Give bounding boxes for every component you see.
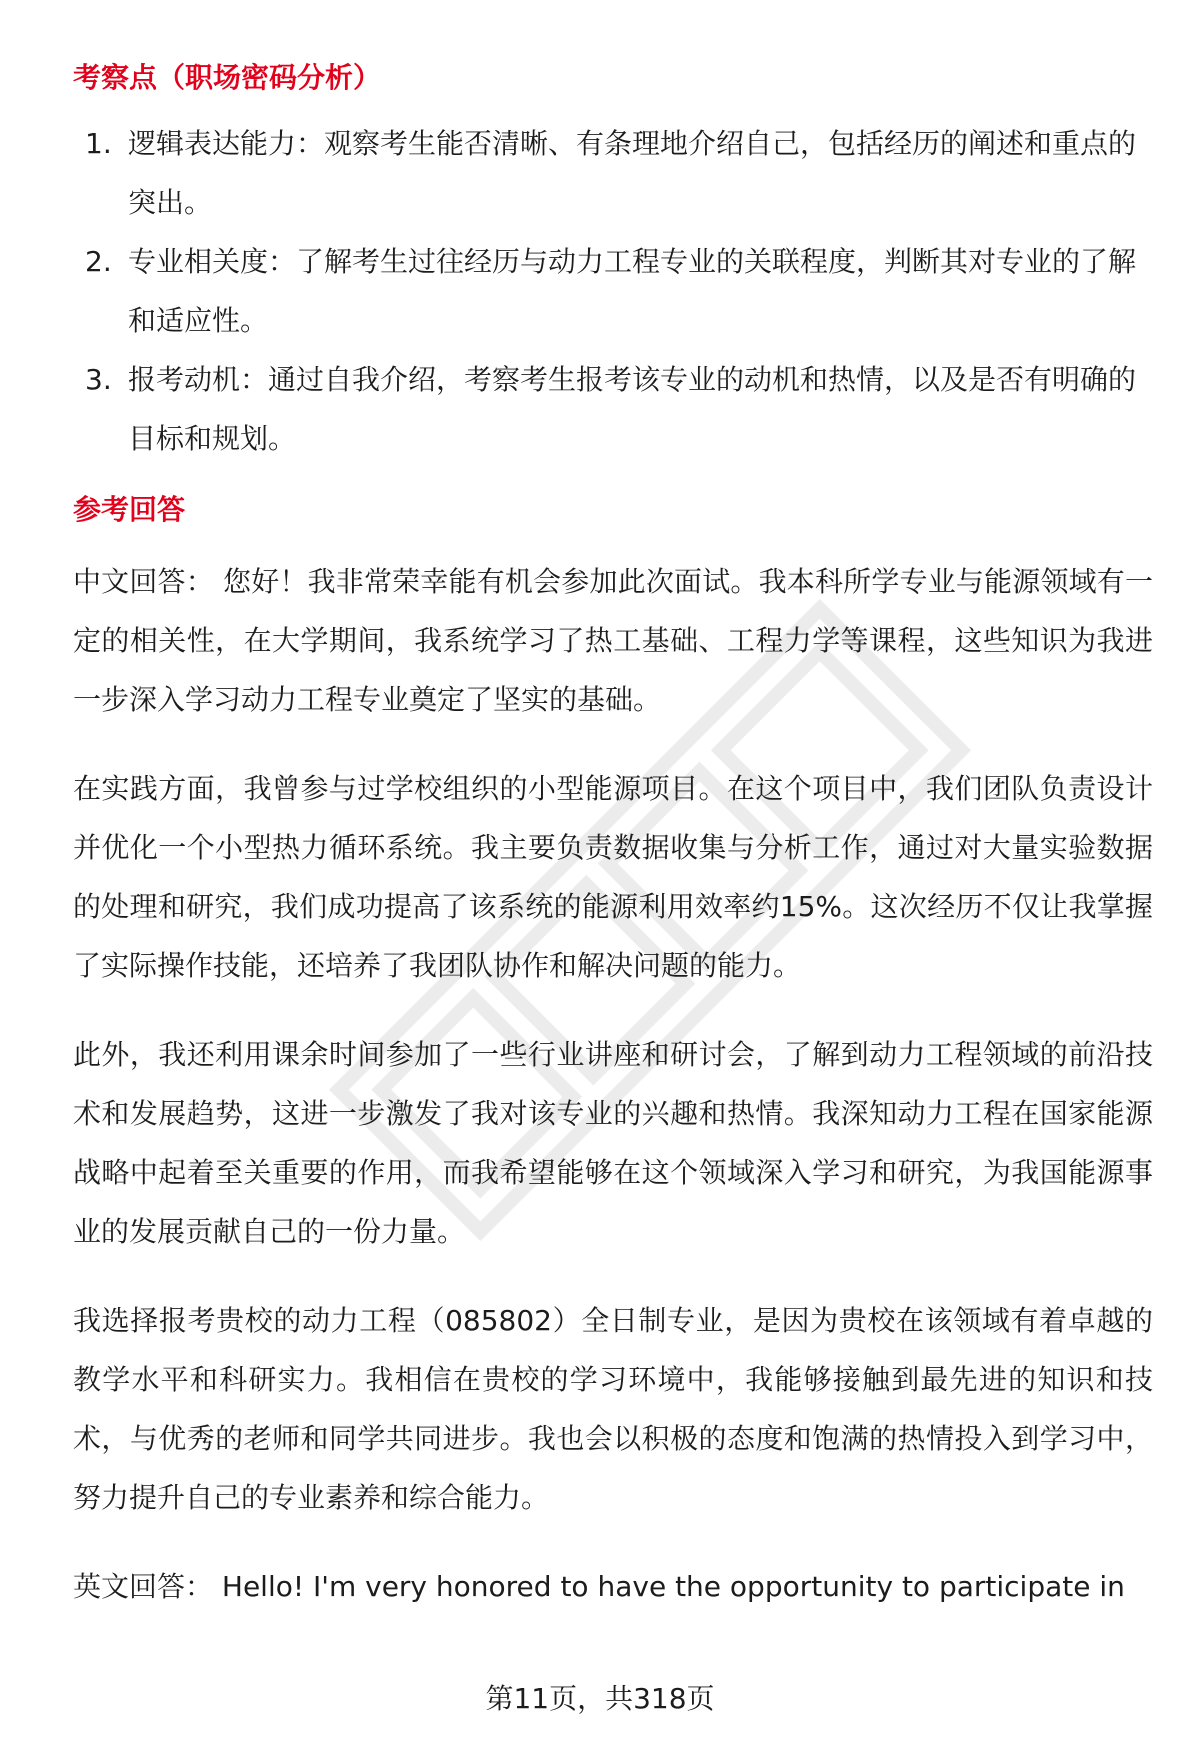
list-item	[73, 114, 1150, 232]
paragraph-english-intro: 英文回答： Hello! I'm very honored to have the opportunity to participate in	[73, 1570, 1125, 1603]
main-content	[73, 56, 1153, 1616]
list-number: 1.	[85, 127, 112, 160]
list-item	[73, 350, 1150, 468]
list-item-text: 逻辑表达能力：观察考生能否清晰、有条理地介绍自己，包括经历的阐述和重点的突出。	[128, 127, 1137, 219]
list-item-text: 专业相关度：了解考生过往经历与动力工程专业的关联程度，判断其对专业的了解和适应性。	[128, 245, 1137, 337]
exam-points-heading: 考察点（职场密码分析）	[73, 61, 382, 94]
paragraph-practice: 在实践方面，我曾参与过学校组织的小型能源项目。在这个项目中，我们团队负责设计并优化一个小型热力循环系统。我主要负责数据收集与分析工作，通过对大量实验数据的处理和研究，我们成功提高了该系统的能源利用效率约15%。这次经历不仅让我掌握了实际操作技能，还培养了我团队协作和解决问题的能力。	[73, 772, 1153, 982]
list-item-text: 报考动机：通过自我介绍，考察考生报考该专业的动机和热情，以及是否有明确的目标和规划。	[128, 363, 1137, 455]
paragraph-extracurricular: 此外，我还利用课余时间参加了一些行业讲座和研讨会，了解到动力工程领域的前沿技术和发展趋势，这进一步激发了我对该专业的兴趣和热情。我深知动力工程在国家能源战略中起着至关重要的作用，而我希望能够在这个领域深入学习和研究，为我国能源事业的发展贡献自己的一份力量。	[73, 1038, 1153, 1248]
paragraph-motivation: 我选择报考贵校的动力工程（085802）全日制专业，是因为贵校在该领域有着卓越的教学水平和科研实力。我相信在贵校的学习环境中，我能够接触到最先进的知识和技术，与优秀的老师和同学共同进步。我也会以积极的态度和饱满的热情投入到学习中，努力提升自己的专业素养和综合能力。	[73, 1304, 1153, 1514]
exam-points-list	[73, 114, 1153, 468]
reference-answer-heading: 参考回答	[73, 493, 186, 526]
paragraph-chinese-intro: 中文回答： 您好！我非常荣幸能有机会参加此次面试。我本科所学专业与能源领域有一定的相关性，在大学期间，我系统学习了热工基础、工程力学等课程，这些知识为我进一步深入学习动力工程专业奠定了坚实的基础。	[73, 565, 1153, 716]
list-number: 3.	[85, 363, 112, 396]
list-number: 2.	[85, 245, 112, 278]
list-item	[73, 232, 1150, 350]
page-number: 第11页，共318页	[485, 1682, 715, 1715]
